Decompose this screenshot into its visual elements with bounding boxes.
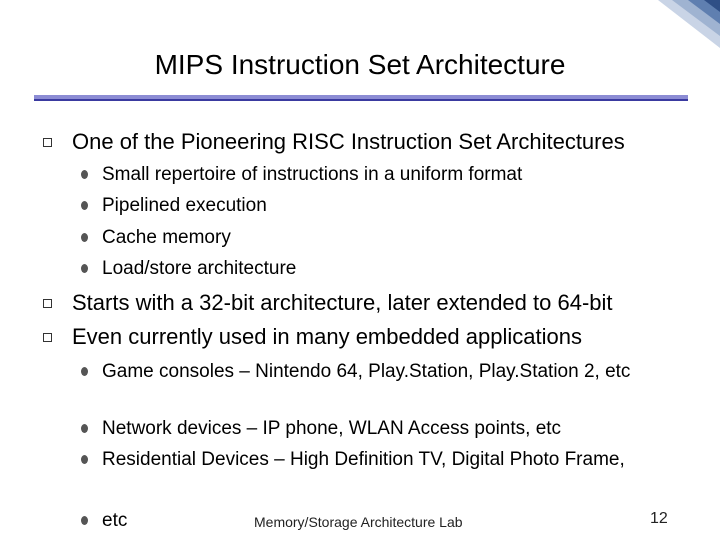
sub-bullet-item: etc bbox=[102, 510, 128, 531]
sub-bullet-item: Pipelined execution bbox=[102, 195, 267, 216]
sub-bullet-item: Network devices – IP phone, WLAN Access points, etc bbox=[102, 418, 562, 439]
dot-bullet-icon bbox=[81, 516, 88, 525]
sub-bullet-item: Cache memory bbox=[102, 227, 231, 248]
sub-bullet-item: Small repertoire of instructions in a uniform format bbox=[102, 164, 523, 185]
dot-bullet-icon bbox=[81, 455, 88, 464]
square-bullet-icon bbox=[43, 299, 52, 308]
dot-bullet-icon bbox=[81, 233, 88, 242]
dot-bullet-icon bbox=[81, 201, 88, 210]
square-bullet-icon bbox=[43, 333, 52, 342]
bullet-item: Starts with a 32-bit architecture, later extended to 64-bit bbox=[72, 290, 613, 315]
sub-bullet-item: Game consoles – Nintendo 64, Play.Station, Play.Station 2, etc bbox=[102, 361, 631, 382]
slide-title: MIPS Instruction Set Architecture bbox=[154, 49, 566, 80]
footer-text: Memory/Storage Architecture Lab bbox=[254, 514, 463, 530]
dot-bullet-icon bbox=[81, 170, 88, 179]
sub-bullet-item: Load/store architecture bbox=[102, 258, 297, 279]
dot-bullet-icon bbox=[81, 424, 88, 433]
dot-bullet-icon bbox=[81, 264, 88, 273]
bullet-item: Even currently used in many embedded applications bbox=[72, 324, 582, 349]
square-bullet-icon bbox=[43, 138, 52, 147]
page-number: 12 bbox=[650, 510, 668, 527]
sub-bullet-item: Residential Devices – High Definition TV, Digital Photo Frame, bbox=[102, 449, 625, 470]
bullet-item: One of the Pioneering RISC Instruction Set Architectures bbox=[72, 129, 625, 154]
dot-bullet-icon bbox=[81, 367, 88, 376]
